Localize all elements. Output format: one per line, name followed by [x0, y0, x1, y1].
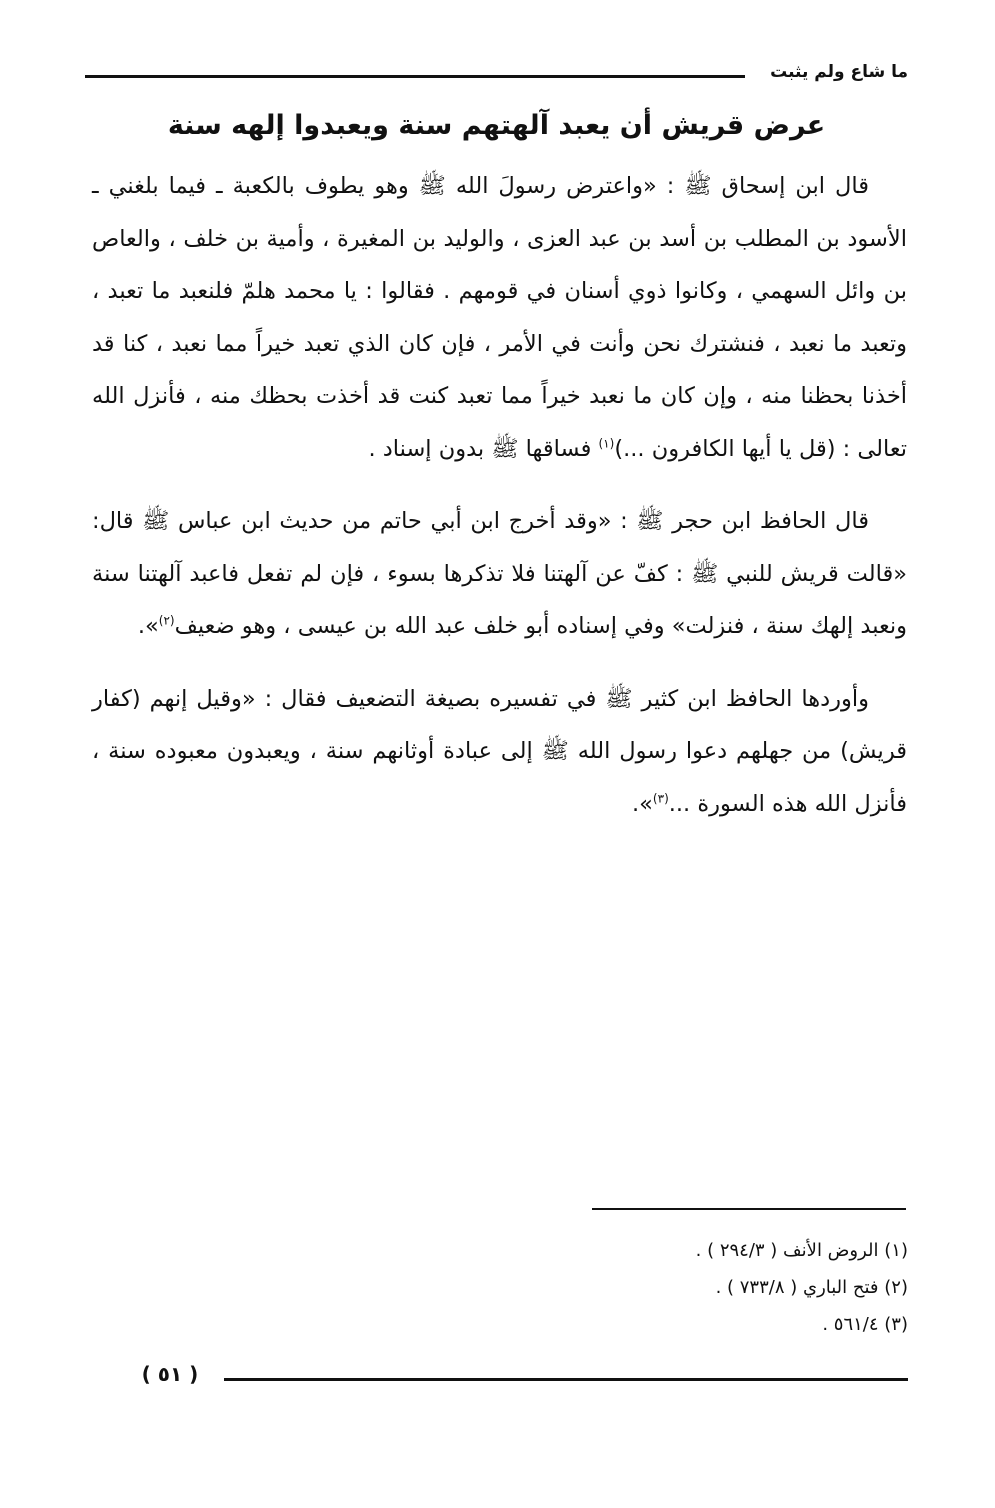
footnote-1: (١) الروض الأنف ( ٢٩٤/٣ ) .: [695, 1240, 908, 1261]
footnotes: [420, 1232, 908, 1343]
running-title: ما شاع ولم يثبت: [770, 62, 908, 82]
paragraph-text: قال ابن إسحاق ﷺ : «واعترض رسولَ الله ﷺ وهو يطوف بالكعبة ـ فيما بلغني ـ الأسود بن المطلب بن أسد بن عبد العزى ، والوليد بن المغيرة ، وأمية بن خلف ، والعاص بن وائل السهمي ، وكانوا ذوي أسنان في قومهم . فقالوا : يا محمد هلمّ فلنعبد ما تعبد ، وتعبد ما نعبد ، فنشترك نحن وأنت في الأمر ، فإن كان الذي تعبد خيراً مما نعبد ، كنا قد أخذنا بحظنا منه ، وإن كان ما نعبد خيراً مما تعبد كنت قد أخذت بحظك منه ، فأنزل الله تعالى : (قل يا أيها الكافرون ...): [92, 173, 907, 462]
body-text: [92, 160, 907, 830]
footnote-separator: [592, 1208, 906, 1210]
paragraph-ibn-ishaq: [92, 160, 907, 475]
paragraph-ibn-kathir: [92, 673, 907, 831]
paragraph-ibn-hajar: [92, 495, 907, 653]
footnote-ref-3[interactable]: (٣): [652, 791, 669, 805]
footnote-ref-1[interactable]: (١): [598, 436, 615, 450]
paragraph-text-end: ».: [137, 613, 159, 639]
footnote-2: (٢) فتح الباري ( ٧٣٣/٨ ) .: [715, 1277, 908, 1298]
paragraph-text-end: فساقها ﷺ بدون إسناد .: [368, 435, 599, 462]
paragraph-text: وأوردها الحافظ ابن كثير ﷺ في تفسيره بصيغة التضعيف فقال : «وقيل إنهم (كفار قريش) من جهلهم دعوا رسول الله ﷺ إلى عبادة أوثانهم سنة ، ويعبدون معبوده سنة ، فأنزل الله هذه السورة ...: [92, 685, 907, 817]
paragraph-text-end: ».: [632, 790, 653, 817]
page-footer: [120, 1362, 908, 1396]
page-number: ( ٥١ ): [141, 1362, 199, 1386]
paragraph-text: قال الحافظ ابن حجر ﷺ : «وقد أخرج ابن أبي حاتم من حديث ابن عباس ﷺ قال: «قالت قريش للنبي ﷺ : كفّ عن آلهتنا فلا تذكرها بسوء ، فإن لم تفعل فاعبد آلهتنا سنة ونعبد إلهك سنة ، فنزلت» وفي إسناده أبو خلف عبد الله بن عيسى ، وهو ضعيف: [92, 508, 907, 639]
running-header: [85, 62, 908, 92]
footer-rule: [224, 1378, 908, 1381]
footnote-ref-2[interactable]: (٢): [158, 613, 175, 628]
section-title: عرض قريش أن يعبد آلهتهم سنة ويعبدوا إلهه سنة: [167, 110, 826, 141]
header-rule: [85, 75, 745, 78]
footnote-3: (٣) ٥٦١/٤ .: [822, 1314, 908, 1335]
